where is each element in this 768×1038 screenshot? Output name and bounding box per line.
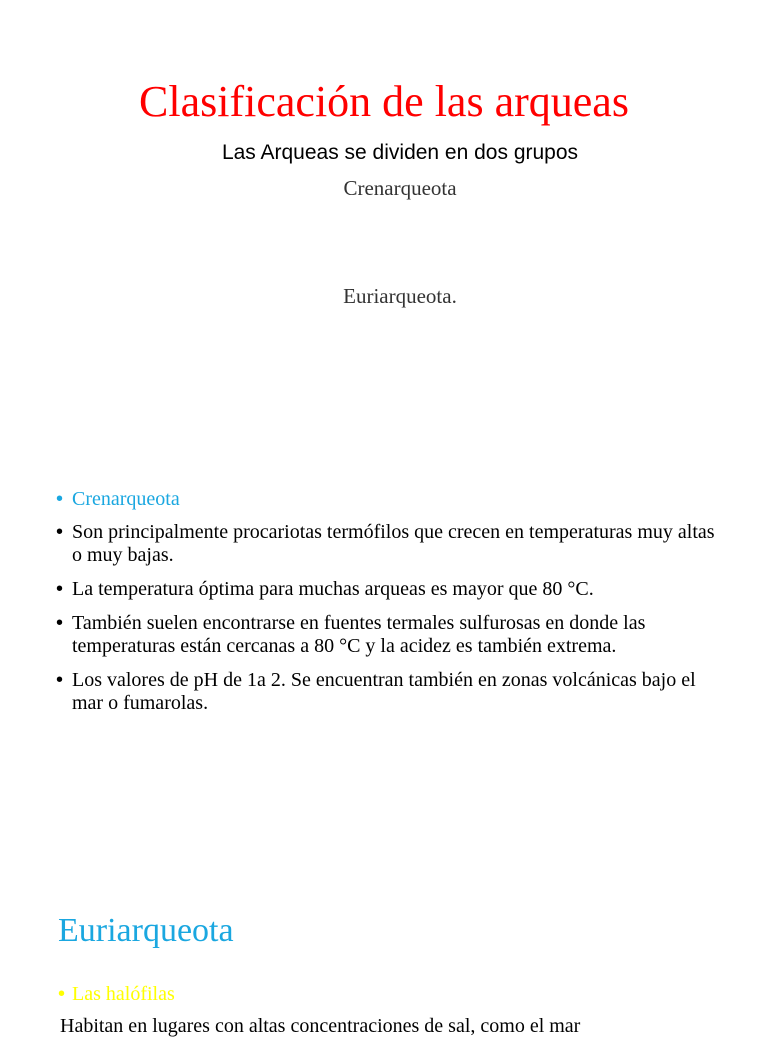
slide-title: [0, 0, 768, 460]
group-euriarqueota: Euriarqueota.: [343, 284, 457, 308]
crenarqueota-bullet-list: [56, 488, 716, 726]
slide-subtitle: Las Arqueas se dividen en dos grupos: [221, 141, 579, 164]
crenarqueota-heading: • Crenarqueota: [56, 488, 716, 511]
bullet-item: • También suelen encontrarse en fuentes termales sulfurosas en donde las temperaturas están cercanas a 80 °C y la acidez es también extrema.: [56, 612, 716, 658]
bullet-item: • Los valores de pH de 1a 2. Se encuentran también en zonas volcánicas bajo el mar o fumarolas.: [56, 669, 716, 715]
bullet-item: • La temperatura óptima para muchas arqueas es mayor que 80 °C.: [56, 578, 716, 601]
euriarqueota-heading: Euriarqueota: [58, 912, 234, 949]
halofilas-label: Las halófilas: [72, 983, 175, 1005]
halofilas-bullet: [58, 982, 175, 1006]
slide-euriarqueota: [0, 890, 768, 1037]
group-crenarqueota: Crenarqueota: [343, 176, 457, 200]
slide-title-heading: Clasificación de las arqueas: [139, 77, 629, 126]
bullet-item: • Son principalmente procariotas termófilos que crecen en temperaturas muy altas o muy bajas.: [56, 521, 716, 567]
slide-crenarqueota: [0, 480, 768, 860]
bullet-dot-icon: •: [58, 983, 66, 1005]
halofilas-description: Habitan en lugares con altas concentraciones de sal, como el mar: [60, 1015, 581, 1037]
